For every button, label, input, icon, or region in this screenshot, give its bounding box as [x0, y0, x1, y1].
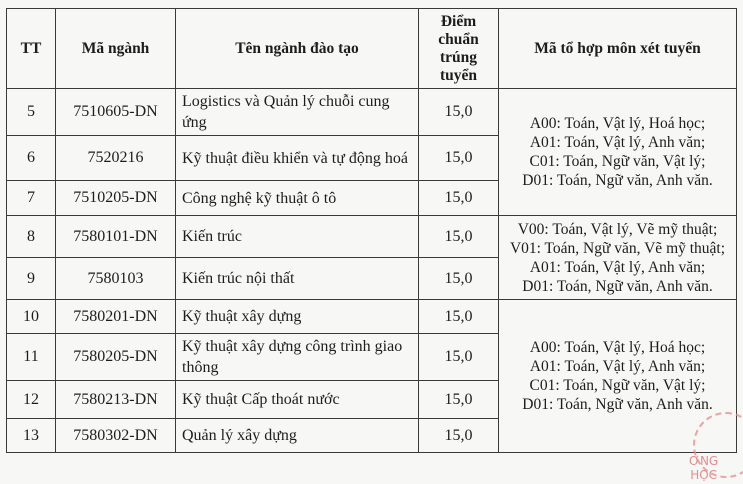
table-row [7, 89, 737, 136]
row-name: Kiến trúc [176, 216, 419, 258]
combo-line: A00: Toán, Vật lý, Hoá học; [529, 115, 706, 132]
row-score: 15,0 [419, 216, 499, 258]
row-score: 15,0 [419, 381, 499, 419]
header-row [7, 9, 737, 89]
row-name: Công nghệ kỹ thuật ô tô [176, 181, 419, 216]
row-code: 7580302-DN [56, 419, 176, 453]
row-score: 15,0 [419, 419, 499, 453]
seal-text [689, 454, 718, 482]
seal-text-line: ƠNG [689, 454, 719, 468]
table-row [7, 300, 737, 334]
combo-line: C01: Toán, Ngữ văn, Vật lý; [529, 377, 706, 394]
row-code: 7510205-DN [56, 181, 176, 216]
row-score: 15,0 [419, 258, 499, 300]
combo-line: V00: Toán, Vật lý, Vẽ mỹ thuật; [517, 220, 718, 238]
row-tt: 7 [7, 181, 56, 216]
header-tt: TT [7, 9, 56, 89]
header-code: Mã ngành [56, 9, 176, 89]
row-code: 7520216 [56, 136, 176, 181]
combo-line: D01: Toán, Ngữ văn, Anh văn. [522, 396, 713, 413]
row-code: 7580201-DN [56, 300, 176, 334]
row-tt: 10 [7, 300, 56, 334]
row-code: 7510605-DN [56, 89, 176, 136]
row-score: 15,0 [419, 136, 499, 181]
row-code: 7580213-DN [56, 381, 176, 419]
combo-cell [499, 300, 737, 453]
row-score: 15,0 [419, 334, 499, 381]
combo-line: A01: Toán, Vật lý, Anh văn; [529, 358, 706, 375]
row-tt: 8 [7, 216, 56, 258]
combo-line: A01: Toán, Vật lý, Anh văn; [529, 134, 706, 151]
row-name: Kỹ thuật Cấp thoát nước [176, 381, 419, 419]
row-name: Kiến trúc nội thất [176, 258, 419, 300]
header-score: Điểm chuẩn trúng tuyển [419, 9, 499, 89]
table-row [7, 216, 737, 258]
combo-line: D01: Toán, Ngữ văn, Anh văn. [522, 172, 713, 189]
combo-line: C01: Toán, Ngữ văn, Vật lý; [529, 153, 706, 170]
row-tt: 13 [7, 419, 56, 453]
combo-line: A00: Toán, Vật lý, Hoá học; [529, 339, 706, 356]
row-name: Kỹ thuật xây dựng [176, 300, 419, 334]
row-name: Kỹ thuật điều khiển và tự động hoá [176, 136, 419, 181]
combo-line: D01: Toán, Ngữ văn, Anh văn. [522, 277, 713, 295]
row-name: Logistics và Quản lý chuỗi cung ứng [176, 89, 419, 136]
row-code: 7580205-DN [56, 334, 176, 381]
admission-score-table [6, 8, 737, 453]
row-tt: 5 [7, 89, 56, 136]
header-name: Tên ngành đào tạo [176, 9, 419, 89]
row-tt: 6 [7, 136, 56, 181]
row-code: 7580103 [56, 258, 176, 300]
row-code: 7580101-DN [56, 216, 176, 258]
row-name: Quản lý xây dựng [176, 419, 419, 453]
row-score: 15,0 [419, 181, 499, 216]
row-tt: 11 [7, 334, 56, 381]
combo-line: V01: Toán, Ngữ văn, Vẽ mỹ thuật; [509, 239, 726, 257]
combo-cell [499, 216, 737, 300]
header-combo: Mã tổ hợp môn xét tuyển [499, 9, 737, 89]
combo-line: A01: Toán, Vật lý, Anh văn; [529, 258, 706, 276]
row-score: 15,0 [419, 300, 499, 334]
seal-text-line: HỌC [690, 468, 718, 482]
row-score: 15,0 [419, 89, 499, 136]
row-name: Kỹ thuật xây dựng công trình giao thông [176, 334, 419, 381]
row-tt: 9 [7, 258, 56, 300]
combo-cell [499, 89, 737, 216]
row-tt: 12 [7, 381, 56, 419]
